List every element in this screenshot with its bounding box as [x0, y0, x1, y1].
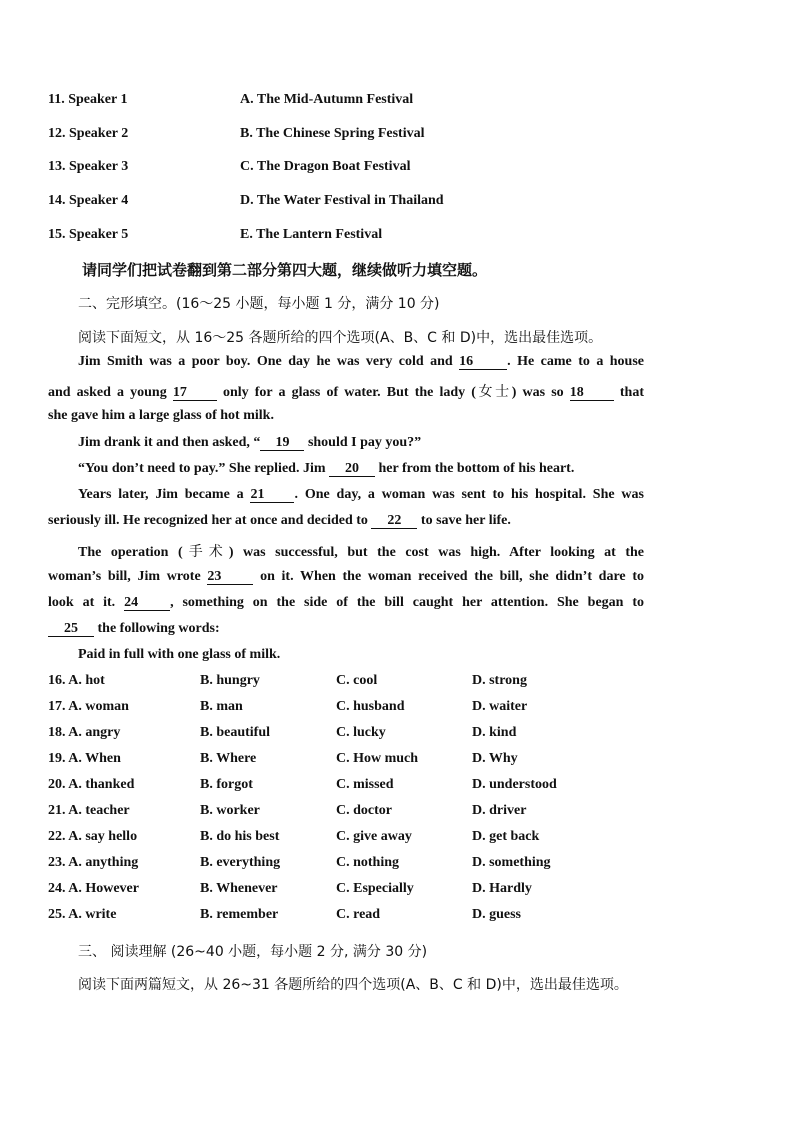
option-a: 17. A. woman [48, 699, 129, 714]
passage-line: look at it. 24 , something on the side of the bill caught her attention. She began to [48, 595, 645, 610]
blank-23: 23 [207, 570, 253, 585]
option-a: 24. A. However [48, 881, 139, 896]
option-a: 23. A. anything [48, 855, 139, 870]
option-a: 18. A. angry [48, 725, 121, 740]
blank-19: 19 [260, 436, 304, 451]
passage-line: Paid in full with one glass of milk. [78, 647, 281, 662]
passage-line: woman’s bill, Jim wrote 23 on it. When the woman received the bill, she didn’t dare to [48, 569, 644, 584]
option-b: B. everything [200, 855, 281, 870]
option-d: D. guess [472, 907, 522, 922]
matching-row [48, 92, 414, 108]
speaker-label: 14. Speaker 4 [48, 193, 129, 208]
option-c: C. lucky [336, 725, 386, 740]
option-c: C. missed [336, 777, 394, 792]
matching-row [48, 159, 411, 175]
option-d: D. something [472, 855, 551, 870]
option-b: B. man [200, 699, 243, 714]
option-c: C. Especially [336, 881, 414, 896]
blank-22: 22 [371, 514, 417, 529]
section2-heading: 二、完形填空。(16～25 小题，每小题 1 分，满分 10 分) [78, 296, 440, 312]
speaker-label: 11. Speaker 1 [48, 92, 128, 107]
option-d: D. Why [472, 751, 518, 766]
blank-18: 18 [570, 386, 614, 401]
option-c: C. doctor [336, 803, 392, 818]
option-c: C. husband [336, 699, 405, 714]
section3-heading: 三、 阅读理解 (26~40 小题，每小题 2 分, 满分 30 分) [78, 944, 428, 960]
option-a: 22. A. say hello [48, 829, 138, 844]
passage-line: The operation (手术) was successful, but the cost was high. After looking at the [78, 544, 645, 560]
festival-option: A. The Mid-Autumn Festival [240, 92, 414, 107]
blank-17: 17 [173, 386, 217, 401]
option-d: D. kind [472, 725, 517, 740]
passage-line: Jim drank it and then asked, “ 19 should I pay you?” [78, 435, 422, 450]
festival-option: D. The Water Festival in Thailand [240, 193, 444, 208]
festival-option: B. The Chinese Spring Festival [240, 126, 425, 141]
option-c: C. give away [336, 829, 412, 844]
blank-16: 16 [459, 355, 507, 370]
option-b: B. forgot [200, 777, 253, 792]
option-c: C. nothing [336, 855, 400, 870]
section3-instruction: 阅读下面两篇短文，从 26~31 各题所给的四个选项(A、B、C 和 D)中，选出最佳选项。 [78, 977, 628, 993]
option-d: D. driver [472, 803, 527, 818]
option-a: 19. A. When [48, 751, 121, 766]
section2-instruction: 阅读下面短文，从 16～25 各题所给的四个选项(A、B、C 和 D)中，选出最佳选项。 [78, 330, 603, 346]
blank-24: 24 [124, 596, 170, 611]
matching-row [48, 126, 425, 142]
passage-line: 25 the following words: [48, 621, 644, 637]
blank-21: 21 [250, 488, 294, 503]
option-c: C. cool [336, 673, 378, 688]
passage-line: Years later, Jim became a 21 . One day, a woman was sent to his hospital. She was [78, 487, 644, 502]
passage-line: Jim Smith was a poor boy. One day he was very cold and 16 . He came to a house [78, 354, 645, 369]
option-d: D. strong [472, 673, 527, 688]
option-d: D. Hardly [472, 881, 532, 896]
matching-row [48, 193, 444, 209]
option-c: C. How much [336, 751, 419, 766]
option-a: 25. A. write [48, 907, 117, 922]
option-a: 21. A. teacher [48, 803, 130, 818]
option-b: B. worker [200, 803, 260, 818]
passage-line: she gave him a large glass of hot milk. [48, 408, 274, 423]
passage-line: and asked a young 17 only for a glass of water. But the lady (女士) was so 18 that [48, 384, 645, 400]
speaker-label: 15. Speaker 5 [48, 227, 129, 242]
option-b: B. Where [200, 751, 257, 766]
option-c: C. read [336, 907, 381, 922]
speaker-label: 13. Speaker 3 [48, 159, 129, 174]
matching-row [48, 227, 383, 243]
option-b: B. hungry [200, 673, 260, 688]
blank-25: 25 [48, 622, 94, 637]
option-a: 16. A. hot [48, 673, 105, 688]
speaker-label: 12. Speaker 2 [48, 126, 129, 141]
passage-line: “You don’t need to pay.” She replied. Jim 20 her from the bottom of his heart. [78, 461, 575, 476]
option-b: B. remember [200, 907, 279, 922]
option-d: D. get back [472, 829, 540, 844]
option-d: D. waiter [472, 699, 528, 714]
festival-option: C. The Dragon Boat Festival [240, 159, 411, 174]
blank-20: 20 [329, 462, 375, 477]
option-d: D. understood [472, 777, 557, 792]
notice-text: 请同学们把试卷翻到第二部分第四大题，继续做听力填空题。 [82, 261, 488, 279]
option-b: B. beautiful [200, 725, 271, 740]
option-b: B. Whenever [200, 881, 278, 896]
option-a: 20. A. thanked [48, 777, 135, 792]
passage-line: seriously ill. He recognized her at once and decided to 22 to save her life. [48, 513, 511, 528]
festival-option: E. The Lantern Festival [240, 227, 383, 242]
option-b: B. do his best [200, 829, 280, 844]
